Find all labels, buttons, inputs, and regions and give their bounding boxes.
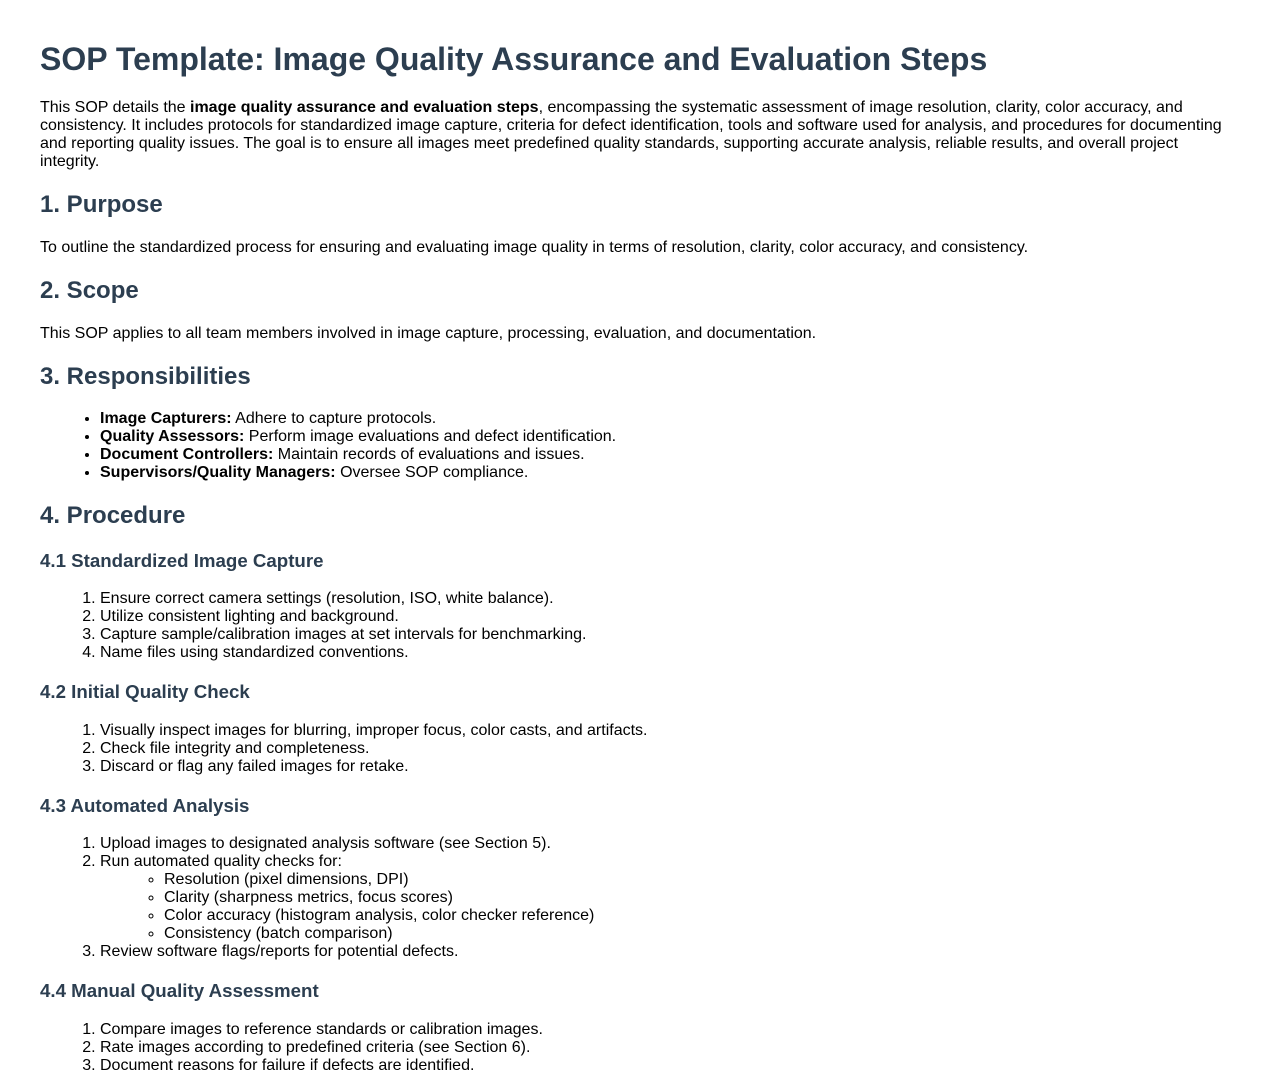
list-item: 1. Ensure correct camera settings (resolution, ISO, white balance).	[100, 590, 1223, 608]
list-item	[100, 853, 1223, 943]
responsibility-desc: Maintain records of evaluations and issues.	[273, 446, 585, 464]
list-item	[100, 428, 1223, 446]
responsibility-desc: Oversee SOP compliance.	[335, 464, 529, 482]
list-item: 1. Visually inspect images for blurring, improper focus, color casts, and artifacts.	[100, 722, 1223, 740]
intro-text-pre: This SOP details the	[40, 99, 190, 117]
intro-paragraph	[40, 99, 1223, 171]
subsection-heading-image-capture: 4.1 Standardized Image Capture	[40, 549, 324, 571]
list-item	[100, 464, 1223, 482]
step-text: Run automated quality checks for:	[100, 853, 342, 871]
section-heading-responsibilities: 3. Responsibilities	[40, 362, 251, 390]
intro-text-highlight: image quality assurance and evaluation steps	[190, 99, 539, 117]
list-item	[100, 410, 1223, 428]
scope-text: This SOP applies to all team members involved in image capture, processing, evaluation, and documentation.	[40, 324, 817, 342]
list-item	[100, 446, 1223, 464]
list-item: 3. Discard or flag any failed images for retake.	[100, 758, 1223, 776]
page-title: SOP Template: Image Quality Assurance and Evaluation Steps	[40, 41, 988, 77]
list-item: 2. Utilize consistent lighting and background.	[100, 608, 1223, 626]
list-item: 3. Document reasons for failure if defects are identified.	[100, 1057, 1223, 1075]
manual-quality-assessment-steps	[40, 1021, 1223, 1075]
list-item: ◦ Resolution (pixel dimensions, DPI)	[164, 871, 1223, 889]
responsibilities-list	[40, 410, 1223, 482]
list-item: ◦ Color accuracy (histogram analysis, color checker reference)	[164, 907, 1223, 925]
section-heading-purpose: 1. Purpose	[40, 191, 163, 219]
responsibility-role: Supervisors/Quality Managers:	[100, 464, 336, 482]
list-item: 2. Check file integrity and completeness.	[100, 740, 1223, 758]
responsibility-role: Document Controllers:	[100, 446, 274, 464]
automated-checks-list	[100, 871, 1223, 943]
list-item: 2. Rate images according to predefined criteria (see Section 6).	[100, 1039, 1223, 1057]
section-heading-procedure: 4. Procedure	[40, 502, 186, 530]
list-item: 4. Name files using standardized conventions.	[100, 644, 1223, 662]
image-capture-steps	[40, 590, 1223, 662]
subsection-heading-automated-analysis: 4.3 Automated Analysis	[40, 794, 250, 816]
intro-text-post: , encompassing the systematic assessment of image resolution, clarity, color accuracy, and consistency. It includes protocols for standardized image capture, criteria for defect identification, tools and software used for analysis, and procedures for documenting and reporting quality issues. The goal is to ensure all images meet predefined quality standards, supporting accurate analysis, reliable results, and overall project integrity.	[40, 99, 1222, 171]
responsibility-desc: Adhere to capture protocols.	[231, 410, 437, 428]
subsection-heading-initial-quality-check: 4.2 Initial Quality Check	[40, 681, 250, 703]
responsibility-desc: Perform image evaluations and defect identification.	[244, 428, 617, 446]
subsection-heading-manual-quality-assessment: 4.4 Manual Quality Assessment	[40, 980, 319, 1002]
responsibility-role: Image Capturers:	[100, 410, 232, 428]
section-heading-scope: 2. Scope	[40, 276, 139, 304]
list-item: 1. Upload images to designated analysis software (see Section 5).	[100, 835, 1223, 853]
list-item: ◦ Clarity (sharpness metrics, focus scores)	[164, 889, 1223, 907]
list-item: ◦ Consistency (batch comparison)	[164, 925, 1223, 943]
list-item: 3. Review software flags/reports for potential defects.	[100, 943, 1223, 961]
list-item: 1. Compare images to reference standards or calibration images.	[100, 1021, 1223, 1039]
automated-analysis-steps	[40, 835, 1223, 961]
responsibility-role: Quality Assessors:	[100, 428, 245, 446]
initial-quality-check-steps	[40, 722, 1223, 776]
purpose-text: To outline the standardized process for ensuring and evaluating image quality in terms of resolution, clarity, color accuracy, and consistency.	[40, 238, 1029, 256]
list-item: 3. Capture sample/calibration images at set intervals for benchmarking.	[100, 626, 1223, 644]
